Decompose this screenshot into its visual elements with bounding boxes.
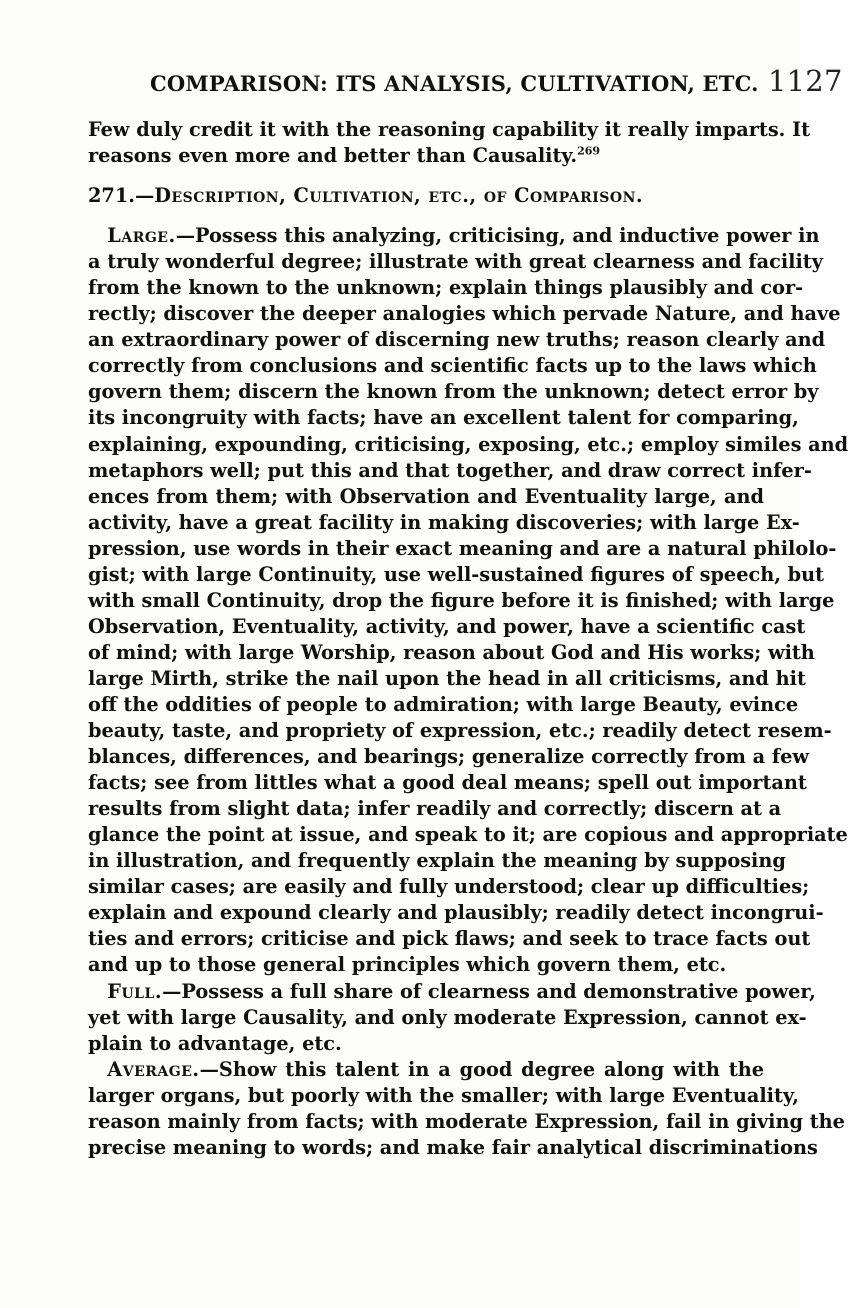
text-line <box>88 143 764 169</box>
text-line <box>88 223 820 249</box>
intro-paragraph <box>88 117 811 169</box>
text-line: facts; see from littles what a good deal means; spell out important <box>88 771 807 795</box>
text-line: plain to advantage, etc. <box>88 1031 342 1055</box>
text-line-content: —Show this talent in a good degree along with the <box>199 1057 764 1081</box>
text-line: Observation, Eventuality, activity, and power, have a scientific cast <box>88 614 806 638</box>
text-line: its incongruity with facts; have an excellent talent for comparing, <box>88 406 799 430</box>
section-heading <box>88 183 764 209</box>
text-line: ences from them; with Observation and Eventuality large, and <box>88 484 764 508</box>
text-line: glance the point at issue, and speak to it; are copious and appropriate <box>88 823 848 847</box>
text-line: Few duly credit it with the reasoning capability it really imparts. It <box>88 118 811 141</box>
text-line: beauty, taste, and propriety of expression, etc.; readily detect resem- <box>88 719 832 743</box>
text-line: larger organs, but poorly with the smaller; with large Eventuality, <box>88 1083 799 1107</box>
text-line: blances, differences, and bearings; generalize correctly from a few <box>88 745 809 769</box>
text-line: off the oddities of people to admiration; with large Beauty, evince <box>88 692 799 716</box>
text-line: and up to those general principles which govern them, etc. <box>88 953 727 977</box>
average-label: Average. <box>107 1057 200 1081</box>
text-line: yet with large Causality, and only moderate Expression, cannot ex- <box>88 1005 807 1029</box>
large-label: Large. <box>107 224 176 248</box>
text-line: a truly wonderful degree; illustrate with great clearness and facility <box>88 250 823 274</box>
text-line: correctly from conclusions and scientific facts up to the laws which <box>88 354 817 378</box>
large-paragraph <box>88 223 848 978</box>
running-title: COMPARISON: ITS ANALYSIS, CULTIVATION, ETC. <box>150 71 759 96</box>
text-line <box>88 979 816 1005</box>
footnote-marker: 269 <box>577 144 601 158</box>
text-line: reason mainly from facts; with moderate Expression, fail in giving the <box>88 1109 845 1133</box>
text-line-content: reasons even more and better than Causality. <box>88 144 578 168</box>
text-line: precise meaning to words; and make fair analytical discriminations <box>88 1135 818 1159</box>
text-line: in illustration, and frequently explain the meaning by supposing <box>88 849 786 873</box>
section-heading-line <box>88 183 764 209</box>
full-paragraph <box>88 979 816 1057</box>
text-line: an extraordinary power of discerning new truths; reason clearly and <box>88 328 826 352</box>
text-line: pression, use words in their exact meaning and are a natural philolo- <box>88 536 837 560</box>
page-number: 1127 <box>768 64 843 98</box>
text-line-content: —Possess this analyzing, criticising, and inductive power in <box>175 224 820 248</box>
full-label: Full. <box>107 979 163 1003</box>
text-line: with small Continuity, drop the figure before it is finished; with large <box>88 588 835 612</box>
text-line-content: —Possess a full share of clearness and demonstrative power, <box>162 979 816 1003</box>
text-line: ties and errors; criticise and pick flaws; and seek to trace facts out <box>88 927 811 951</box>
text-line: of mind; with large Worship, reason about God and His works; with <box>88 640 815 664</box>
text-line: from the known to the unknown; explain things plausibly and cor- <box>88 276 804 300</box>
text-line: large Mirth, strike the nail upon the head in all criticisms, and hit <box>88 666 806 690</box>
section-title: Description, Cultivation, etc., of Comparison. <box>154 184 644 208</box>
running-header <box>150 62 843 102</box>
text-line: results from slight data; infer readily and correctly; discern at a <box>88 797 782 821</box>
text-line <box>88 1057 764 1083</box>
text-line: govern them; discern the known from the unknown; detect error by <box>88 380 819 404</box>
section-number: 271.— <box>88 184 155 208</box>
text-line: explaining, expounding, criticising, exposing, etc.; employ similes and <box>88 432 848 456</box>
average-paragraph <box>88 1057 845 1161</box>
text-line: rectly; discover the deeper analogies which pervade Nature, and have <box>88 302 841 326</box>
text-line: activity, have a great facility in making discoveries; with large Ex- <box>88 510 800 534</box>
body-text <box>88 117 848 1161</box>
text-line: explain and expound clearly and plausibly; readily detect incongrui- <box>88 901 824 925</box>
text-line: similar cases; are easily and fully understood; clear up difficulties; <box>88 875 810 899</box>
text-line: metaphors well; put this and that together, and draw correct infer- <box>88 458 812 482</box>
text-line: gist; with large Continuity, use well-sustained figures of speech, but <box>88 562 825 586</box>
